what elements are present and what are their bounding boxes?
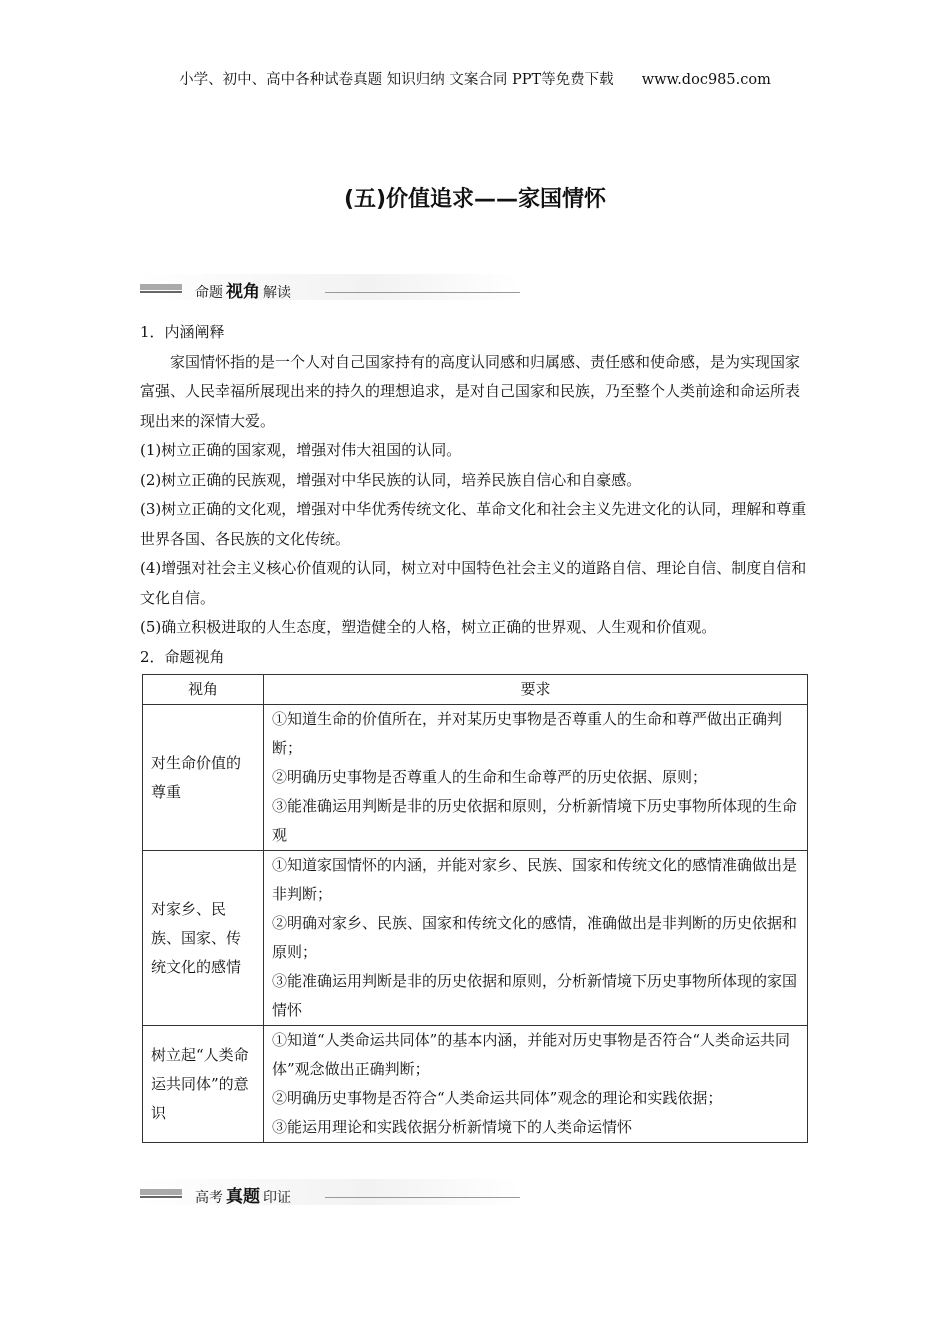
table-row <box>143 1026 808 1143</box>
banner-title-pre: 命题 <box>195 285 223 301</box>
header-text: 小学、初中、高中各种试卷真题 知识归纳 文案合同 PPT等免费下载 <box>179 72 614 88</box>
table-row <box>143 705 808 851</box>
point: (4)增强对社会主义核心价值观的认同，树立对中国特色社会主义的道路自信、理论自信、制度自信和文化自信。 <box>140 559 807 607</box>
point: (2)树立正确的民族观，增强对中华民族的认同，培养民族自信心和自豪感。 <box>140 470 642 489</box>
page-title: (五)价值追求——家国情怀 <box>343 187 607 212</box>
section-banner-1 <box>140 274 520 300</box>
requirement: ③能运用理论和实践依据分析新情境下的人类命运情怀 <box>272 1118 633 1136</box>
banner-underline <box>140 1196 182 1198</box>
header-perspective: 视角 <box>143 675 264 705</box>
requirements-cell <box>264 851 808 1026</box>
banner-bar <box>140 284 182 290</box>
banner-line <box>325 292 520 293</box>
header-url: www.doc985.com <box>641 72 771 88</box>
requirement: ①知道家国情怀的内涵，并能对家乡、民族、国家和传统文化的感情准确做出是非判断； <box>272 856 798 903</box>
requirement: ②明确对家乡、民族、国家和传统文化的感情，准确做出是非判断的历史依据和原则； <box>272 914 798 961</box>
banner-title-pre: 高考 <box>195 1190 223 1206</box>
table-row <box>143 851 808 1026</box>
requirements-cell <box>264 705 808 851</box>
part1-heading: 1．内涵阐释 <box>140 323 225 341</box>
table-header-row <box>143 675 808 705</box>
perspective-cell: 对生命价值的尊重 <box>143 705 264 851</box>
requirements-cell <box>264 1026 808 1143</box>
banner-title-post: 解读 <box>263 285 291 301</box>
header-requirements: 要求 <box>264 675 808 705</box>
banner-underline <box>140 291 182 293</box>
requirement: ②明确历史事物是否符合“人类命运共同体”观念的理论和实践依据； <box>272 1089 723 1107</box>
content <box>140 318 808 1143</box>
part2-heading: 2．命题视角 <box>140 647 225 666</box>
banner-title-bold: 视角 <box>226 282 260 302</box>
requirement: ①知道生命的价值所在，并对某历史事物是否尊重人的生命和尊严做出正确判断； <box>272 710 783 757</box>
requirement: ③能准确运用判断是非的历史依据和原则，分析新情境下历史事物所体现的生命观 <box>272 797 798 844</box>
requirement: ①知道“人类命运共同体”的基本内涵，并能对历史事物是否符合“人类命运共同体”观念做出正确判断； <box>272 1031 791 1078</box>
point: (1)树立正确的国家观，增强对伟大祖国的认同。 <box>140 441 462 459</box>
banner-title <box>195 277 291 302</box>
banner-title <box>195 1182 291 1207</box>
section-banner-2 <box>140 1179 520 1205</box>
perspective-table <box>142 674 808 1143</box>
requirement: ③能准确运用判断是非的历史依据和原则，分析新情境下历史事物所体现的家国情怀 <box>272 972 798 1019</box>
banner-title-post: 印证 <box>263 1190 291 1206</box>
banner-line <box>325 1197 520 1198</box>
banner-bar <box>140 1189 182 1195</box>
requirement: ②明确历史事物是否尊重人的生命和生命尊严的历史依据、原则； <box>272 768 708 786</box>
perspective-cell: 树立起“人类命运共同体”的意识 <box>143 1026 264 1143</box>
page-header <box>0 68 950 89</box>
perspective-cell: 对家乡、民族、国家、传统文化的感情 <box>143 851 264 1026</box>
intro-paragraph: 家国情怀指的是一个人对自己国家持有的高度认同感和归属感、责任感和使命感，是为实现国家富强、人民幸福所展现出来的持久的理想追求，是对自己国家和民族，乃至整个人类前途和命运所表现出来的深情大爱。 <box>140 352 801 430</box>
banner-title-bold: 真题 <box>226 1187 260 1207</box>
point: (3)树立正确的文化观，增强对中华优秀传统文化、革命文化和社会主义先进文化的认同，理解和尊重世界各国、各民族的文化传统。 <box>140 500 807 548</box>
point: (5)确立积极进取的人生态度，塑造健全的人格，树立正确的世界观、人生观和价值观。 <box>140 618 717 636</box>
